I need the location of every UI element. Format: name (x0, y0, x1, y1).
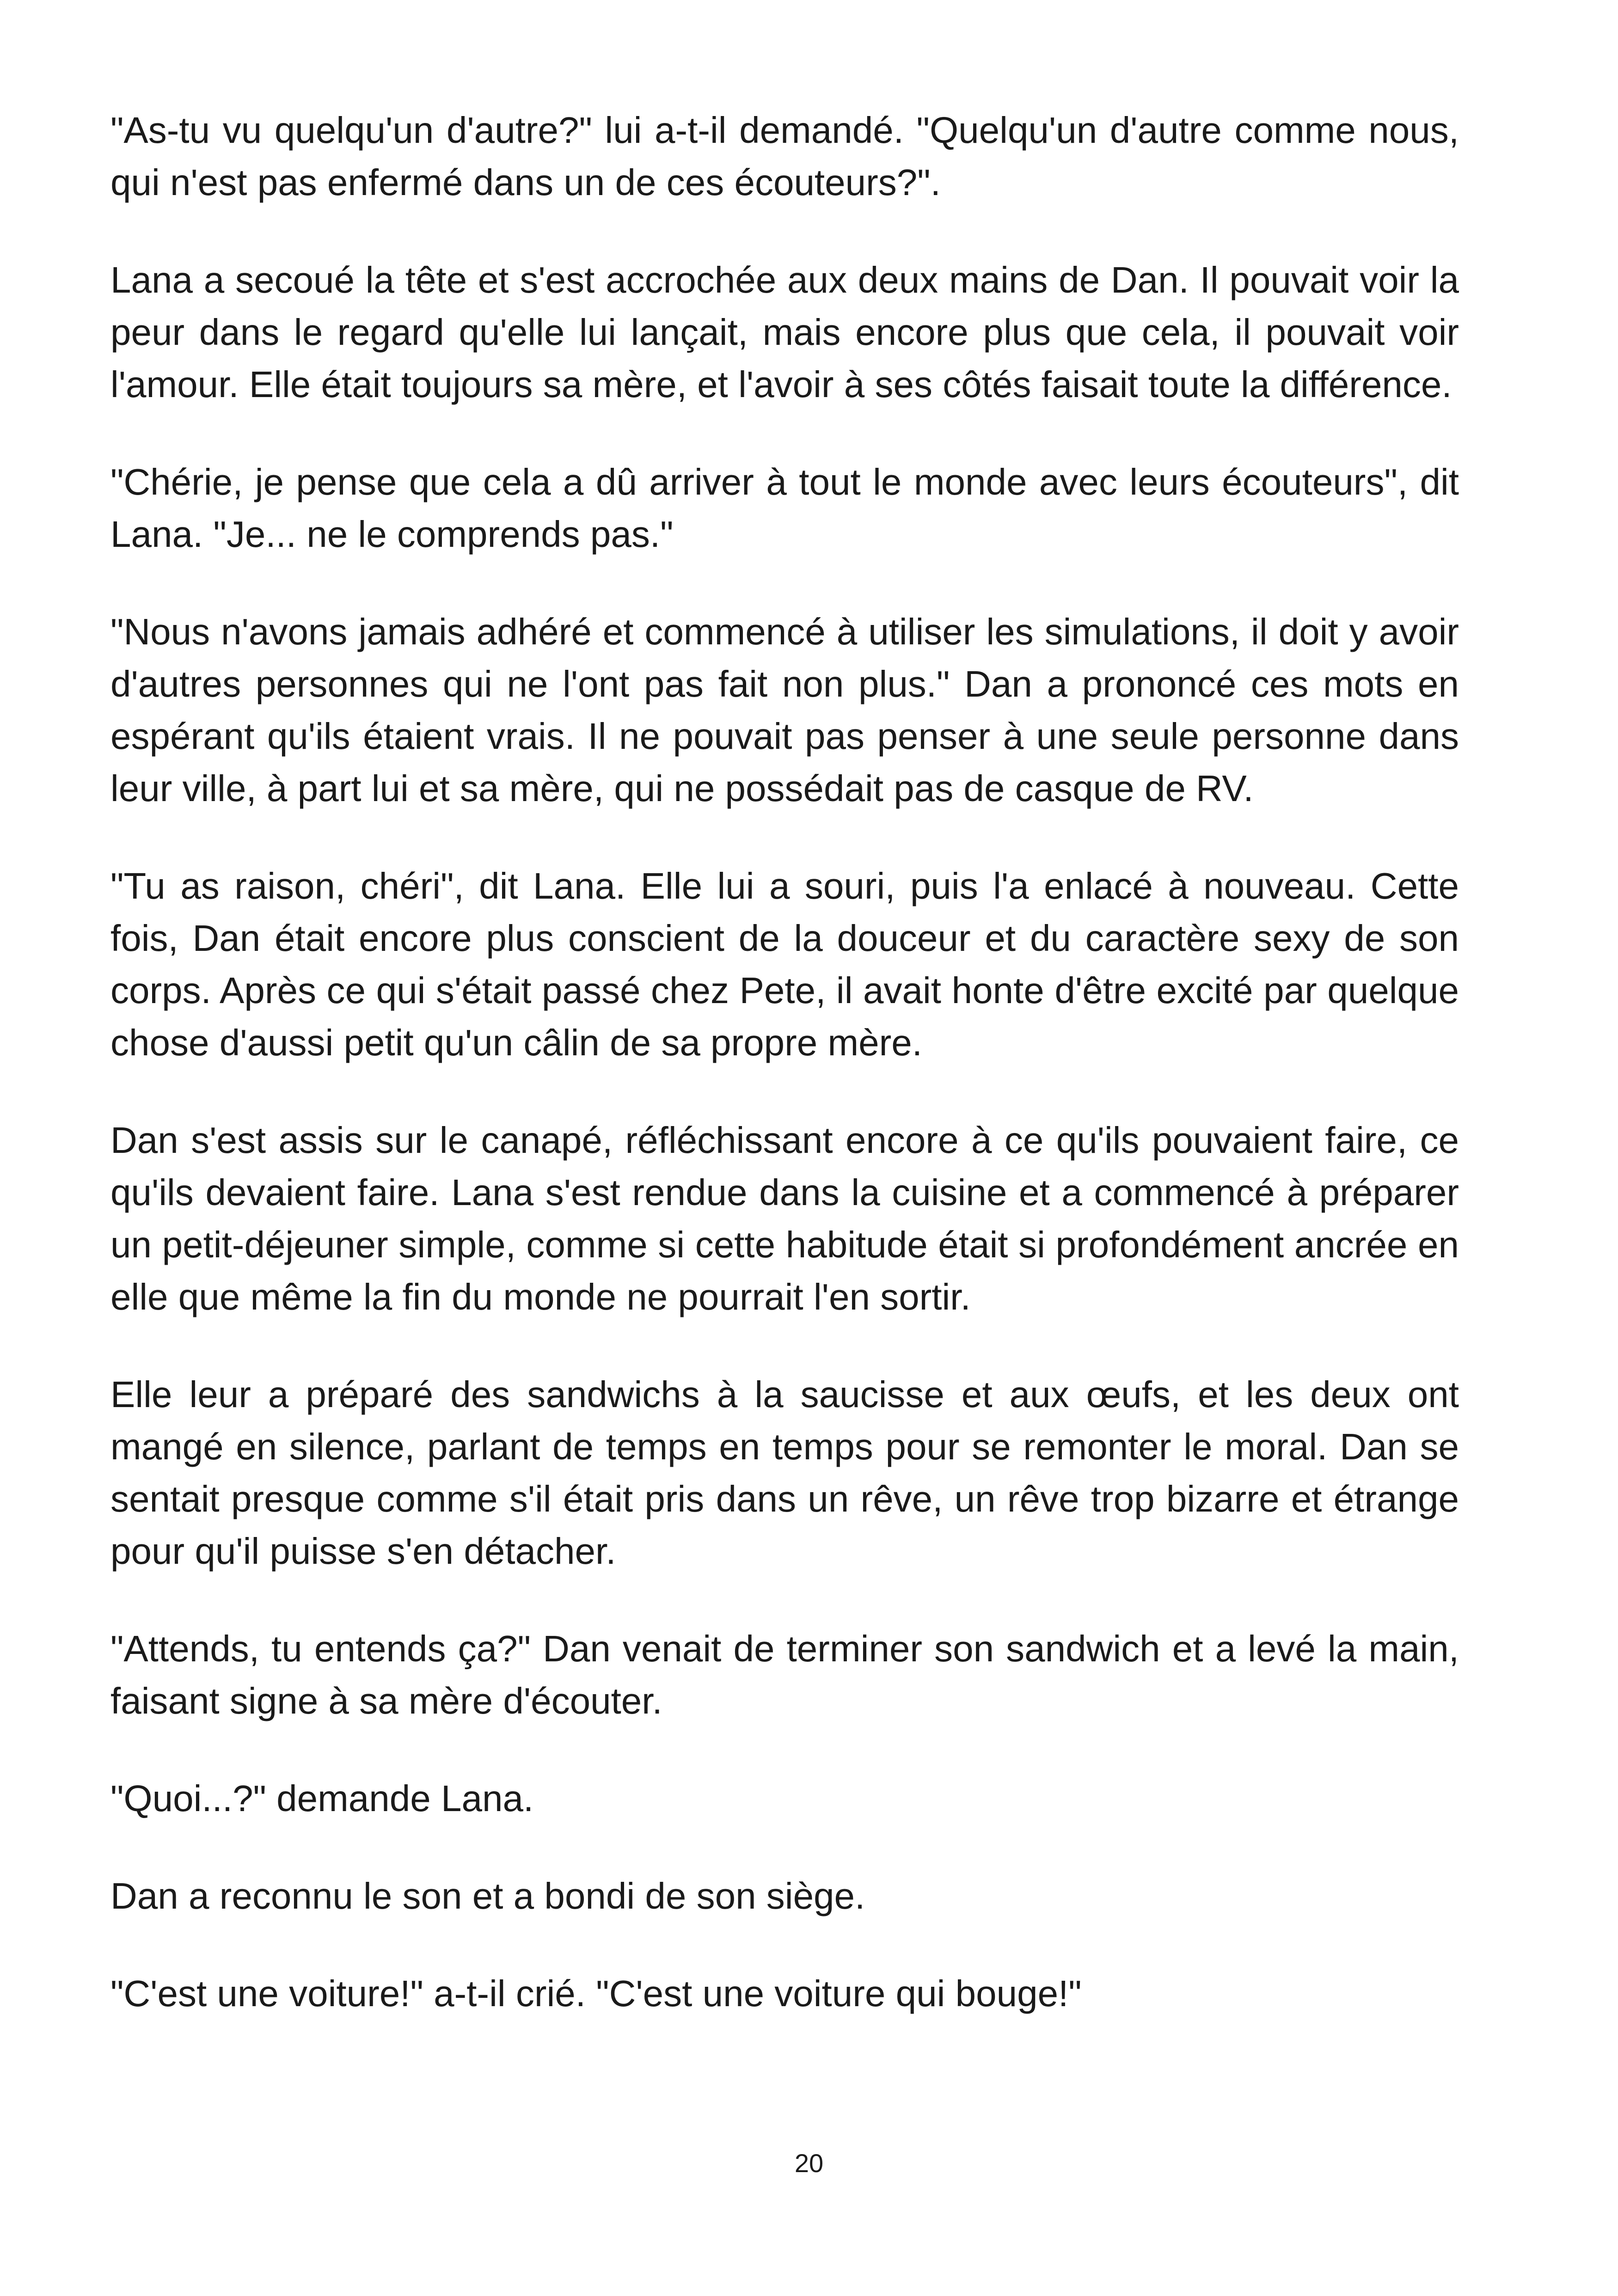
paragraph: Dan s'est assis sur le canapé, réfléchissant encore à ce qu'ils pouvaient faire, ce qu'ils devaient faire. Lana s'est rendue dans la cuisine et a commencé à préparer un petit-déjeuner simple, comme si cette habitude était si profondément ancrée en elle que même la fin du monde ne pourrait l'en sortir. (110, 1120, 1459, 1317)
paragraph: "As-tu vu quelqu'un d'autre?" lui a-t-il demandé. "Quelqu'un d'autre comme nous, qui n'est pas enfermé dans un de ces écouteurs?". (110, 110, 1459, 203)
paragraph: "C'est une voiture!" a-t-il crié. "C'est une voiture qui bouge!" (110, 1973, 1082, 2014)
paragraph: "Tu as raison, chéri", dit Lana. Elle lui a souri, puis l'a enlacé à nouveau. Cette fois, Dan était encore plus conscient de la douceur et du caractère sexy de son corps. Après ce qui s'était passé chez Pete, il avait honte d'être excité par quelque chose d'aussi petit qu'un câlin de sa propre mère. (110, 865, 1459, 1063)
paragraph: Lana a secoué la tête et s'est accrochée aux deux mains de Dan. Il pouvait voir la peur dans le regard qu'elle lui lançait, mais encore plus que cela, il pouvait voir l'amour. Elle était toujours sa mère, et l'avoir à ses côtés faisait toute la différence. (110, 259, 1459, 405)
paragraph: "Nous n'avons jamais adhéré et commencé à utiliser les simulations, il doit y avoir d'autres personnes qui ne l'ont pas fait non plus." Dan a prononcé ces mots en espérant qu'ils étaient vrais. Il ne pouvait pas penser à une seule personne dans leur ville, à part lui et sa mère, qui ne possédait pas de casque de RV. (110, 611, 1459, 809)
paragraph: "Chérie, je pense que cela a dû arriver à tout le monde avec leurs écouteurs", dit Lana. "Je... ne le comprends pas." (110, 461, 1459, 555)
paragraph: Dan a reconnu le son et a bondi de son siège. (110, 1875, 865, 1916)
paragraph: Elle leur a préparé des sandwichs à la saucisse et aux œufs, et les deux ont mangé en silence, parlant de temps en temps pour se remonter le moral. Dan se sentait presque comme s'il était pris dans un rêve, un rêve trop bizarre et étrange pour qu'il puisse s'en détacher. (110, 1374, 1459, 1572)
paragraph: "Attends, tu entends ça?" Dan venait de terminer son sandwich et a levé la main, faisant signe à sa mère d'écouter. (110, 1628, 1459, 1721)
body-text (110, 104, 1459, 2065)
paragraph: "Quoi...?" demande Lana. (110, 1778, 534, 1819)
page-number: 20 (794, 2149, 824, 2178)
